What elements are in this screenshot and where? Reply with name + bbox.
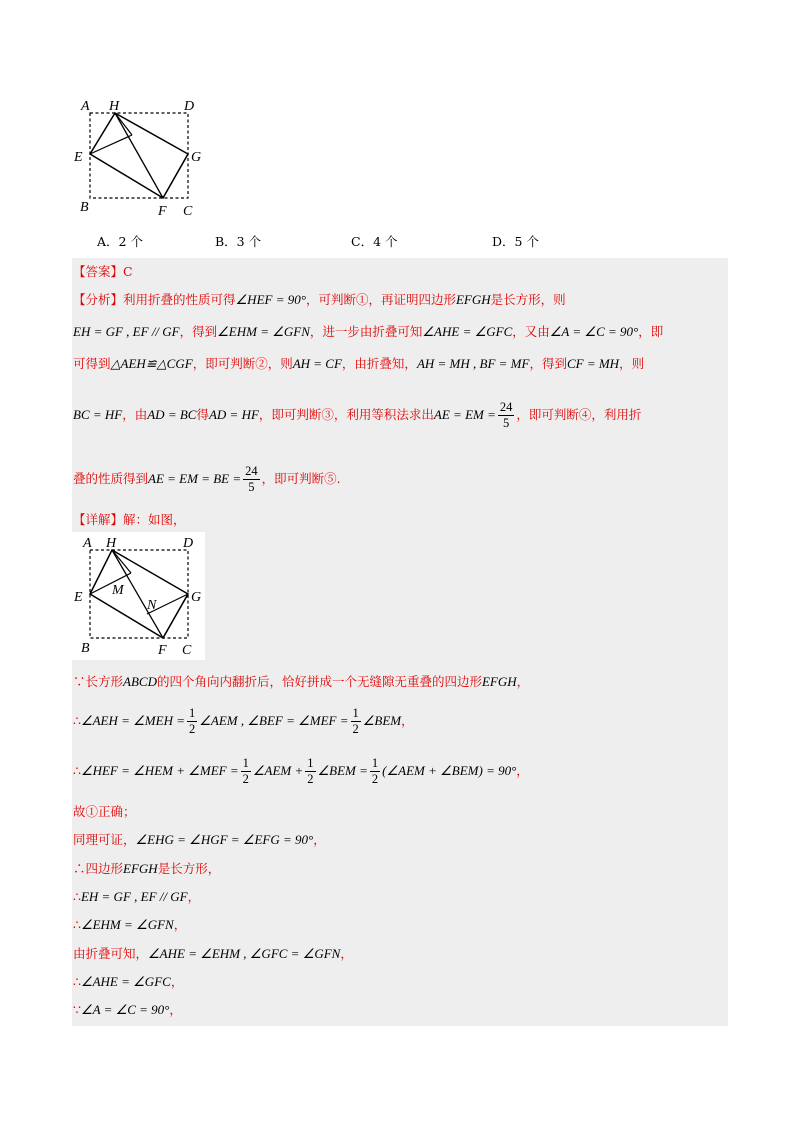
fraction-denominator: 2 [352, 722, 359, 736]
analysis-line-1 [73, 290, 566, 310]
figure-2 [71, 532, 205, 660]
because-symbol: ∵ [73, 1002, 81, 1017]
label-C: C [182, 643, 192, 658]
fraction-denominator: 2 [307, 772, 314, 786]
math-expression: ∠HEF = 90° [235, 292, 306, 307]
label-G: G [191, 590, 202, 605]
analysis-text: ，又由 [512, 324, 550, 339]
fraction-denominator: 2 [189, 722, 196, 736]
math-expression: ∠HEF = ∠HEM + ∠MEF = [80, 763, 239, 778]
fraction-1-2 [370, 756, 380, 787]
analysis-text: 是长方形，则 [490, 292, 566, 307]
label-D: D [184, 99, 195, 114]
math-expression: BC = HF [73, 407, 123, 422]
answer-line [73, 262, 133, 282]
math-expression: AE = EM = [433, 407, 496, 422]
detail-line-2 [73, 706, 414, 737]
detail-text: ， [401, 713, 414, 728]
option-d: D．5 个 [492, 234, 539, 249]
math-expression: ∠EHM = ∠GFN [80, 917, 174, 932]
math-expression: CF = MH [566, 356, 620, 371]
math-expression: AH = CF [292, 356, 342, 371]
fraction-numerator: 1 [352, 706, 359, 720]
math-expression: EFGH [455, 292, 491, 307]
label-F: F [158, 643, 167, 658]
analysis-text: 叠的性质得到 [73, 471, 149, 486]
detail-text: 由折叠可知， [73, 946, 149, 961]
detail-text: ， [313, 832, 326, 847]
analysis-text: 利用折叠的性质可得 [123, 292, 236, 307]
math-expression: ∠A = ∠C = 90° [80, 1002, 170, 1017]
detail-line-7 [73, 887, 200, 907]
label-E: E [74, 590, 83, 605]
option-a: A．2 个 [97, 234, 143, 249]
detail-line-9 [73, 944, 353, 964]
label-F: F [158, 204, 167, 219]
analysis-text: ，由 [122, 407, 148, 422]
analysis-text: ，即可判断②，则 [192, 356, 293, 371]
label-B: B [81, 641, 90, 656]
label-G: G [191, 150, 202, 165]
detail-text: ∴四边形 [73, 861, 124, 876]
math-expression: AD = BC [147, 407, 197, 422]
fraction-numerator: 24 [499, 400, 513, 414]
detail-line-3 [73, 756, 529, 787]
detail-text: ， [187, 889, 201, 904]
analysis-text: ，则 [619, 356, 645, 371]
math-expression: ∠AHE = ∠GFC [80, 974, 171, 989]
therefore-symbol: ∴ [73, 974, 81, 989]
math-expression: AH = MH , BF = MF [416, 356, 530, 371]
math-expression: (∠AEM + ∠BEM) = 90° [382, 763, 517, 778]
math-expression: ∠EHM = ∠GFN [217, 324, 310, 339]
analysis-line-5 [73, 464, 341, 495]
detail-line-1 [73, 672, 529, 692]
label-A: A [83, 536, 92, 551]
answer-tag: 【答案】 [73, 264, 124, 279]
detail-text: ∵长方形 [73, 674, 124, 689]
detail-text: ， [516, 763, 529, 778]
label-H: H [106, 536, 117, 551]
fraction-numerator: 1 [242, 756, 249, 770]
label-D: D [183, 536, 194, 551]
fraction-1-2 [351, 706, 361, 737]
label-E: E [74, 150, 83, 165]
fraction-denominator: 5 [503, 416, 510, 430]
analysis-line-3 [73, 354, 644, 374]
label-N: N [147, 598, 157, 613]
math-expression: AE = EM = BE = [148, 471, 242, 486]
analysis-text: ，进一步由折叠可知 [309, 324, 423, 339]
fraction-24-5 [498, 400, 515, 431]
analysis-text: ，即 [638, 324, 664, 339]
figure-1 [70, 95, 210, 220]
math-expression: ∠BEM = [317, 763, 368, 778]
fraction-24-5 [243, 464, 260, 495]
analysis-text: ，即可判断③，利用等积法求出 [258, 407, 434, 422]
detail-text: ， [169, 1002, 182, 1017]
label-B: B [80, 200, 89, 215]
option-c: C．4 个 [351, 234, 398, 249]
math-expression: EH = GF , EF // GF [80, 889, 188, 904]
analysis-text: ，可判断①，再证明四边形 [305, 292, 456, 307]
therefore-symbol: ∴ [73, 889, 81, 904]
fraction-1-2 [241, 756, 251, 787]
math-expression: ∠AEM , ∠BEF = ∠MEF = [199, 713, 349, 728]
detail-text: ， [173, 917, 187, 932]
math-expression: ∠AEM + [252, 763, 304, 778]
detail-tag: 【详解】 [73, 512, 124, 527]
fraction-denominator: 2 [242, 772, 249, 786]
label-A: A [81, 99, 90, 114]
detail-line-4 [73, 802, 136, 822]
math-expression: ∠AHE = ∠EHM , ∠GFC = ∠GFN [148, 946, 341, 961]
detail-text: ， [516, 674, 530, 689]
analysis-text: ，即可判断④，利用折 [516, 407, 642, 422]
label-H: H [109, 99, 120, 114]
detail-intro: 解：如图， [123, 512, 186, 527]
detail-text: ， [340, 946, 353, 961]
analysis-line-4 [73, 400, 641, 431]
detail-text: 同理可证， [73, 832, 136, 847]
math-expression: △AEH≌△CGF [110, 356, 193, 371]
answer-options [97, 232, 717, 252]
fraction-numerator: 24 [245, 464, 258, 478]
fraction-numerator: 1 [307, 756, 314, 770]
answer-value: C [123, 264, 133, 279]
detail-text: 的四个角向内翻折后，恰好拼成一个无缝隙无重叠的四边形 [156, 674, 482, 689]
detail-line-11 [73, 1000, 182, 1020]
detail-text: ， [170, 974, 184, 989]
fraction-denominator: 5 [248, 480, 255, 494]
option-b: B．3 个 [215, 234, 262, 249]
detail-text: 是长方形， [157, 861, 221, 876]
math-expression: ∠EHG = ∠HGF = ∠EFG = 90° [135, 832, 314, 847]
label-C: C [183, 204, 193, 219]
label-M: M [112, 583, 124, 598]
math-expression: ∠A = ∠C = 90° [549, 324, 639, 339]
analysis-tag: 【分析】 [73, 292, 124, 307]
analysis-text: ，由折叠知， [341, 356, 417, 371]
math-expression: ABCD [123, 674, 157, 689]
math-expression: ∠AHE = ∠GFC [422, 324, 513, 339]
math-expression: ∠BEM [362, 713, 402, 728]
analysis-text: 得 [196, 407, 209, 422]
detail-header [73, 510, 186, 530]
therefore-symbol: ∴ [73, 763, 81, 778]
math-expression: EFGH [481, 674, 517, 689]
fraction-numerator: 1 [371, 756, 379, 770]
math-expression: EH = GF , EF // GF [73, 324, 180, 339]
fraction-numerator: 1 [189, 706, 196, 720]
analysis-line-2 [73, 322, 663, 342]
fraction-1-2 [305, 756, 315, 787]
math-expression: ∠AEH = ∠MEH = [80, 713, 185, 728]
detail-line-8 [73, 915, 186, 935]
therefore-symbol: ∴ [73, 917, 81, 932]
fraction-1-2 [187, 706, 197, 737]
detail-line-5 [73, 830, 326, 850]
detail-line-6 [73, 859, 220, 879]
analysis-text: 可得到 [73, 356, 111, 371]
math-expression: EFGH [123, 861, 158, 876]
analysis-text: ，得到 [179, 324, 218, 339]
detail-text: 故①正确； [73, 804, 136, 819]
analysis-text: ，得到 [529, 356, 567, 371]
therefore-symbol: ∴ [73, 713, 81, 728]
analysis-text: ，即可判断⑤. [261, 471, 341, 486]
detail-line-10 [73, 972, 183, 992]
math-expression: AD = HF [208, 407, 259, 422]
fraction-denominator: 2 [371, 772, 379, 786]
